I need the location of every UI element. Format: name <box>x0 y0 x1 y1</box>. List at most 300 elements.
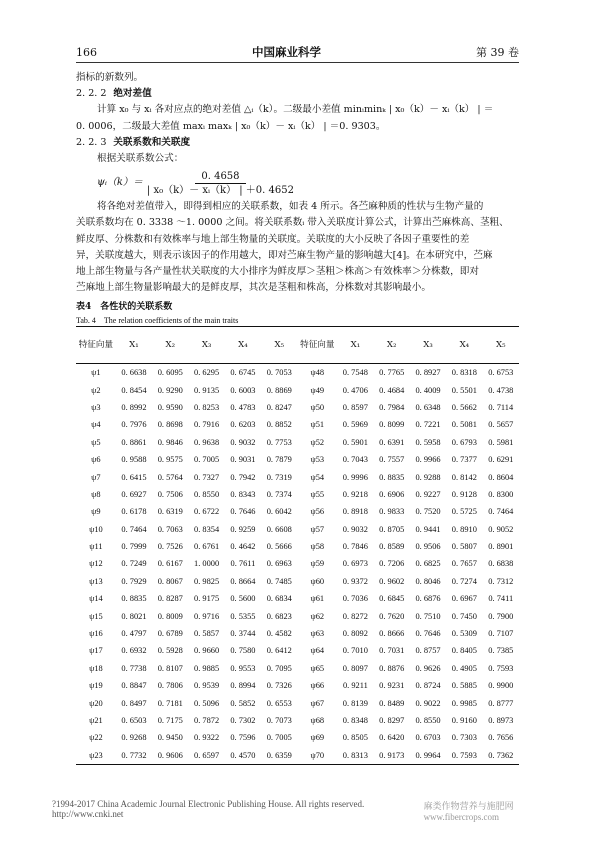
paragraph-line: 将各绝对差值带入，即得到相应的关联系数，如表 4 所示。各苎麻种质的性状与生物产量的 <box>97 201 484 213</box>
table-cell: 0. 9231 <box>379 681 405 691</box>
table-cell: 0. 5657 <box>488 420 514 430</box>
row-label: ψ53 <box>310 455 325 465</box>
table-cell: 0. 7005 <box>194 455 220 465</box>
table-row <box>76 747 519 765</box>
table-cell: 0. 7053 <box>266 368 292 378</box>
table-cell: 0. 8099 <box>379 420 405 430</box>
table-cell: 0. 6703 <box>415 733 441 743</box>
table-cell: 0. 5901 <box>342 437 368 447</box>
table-cell: 0. 9996 <box>342 472 368 482</box>
table-cell: 0. 7984 <box>379 402 405 412</box>
table-cell: 0. 9227 <box>415 489 441 499</box>
column-header-variable: 特征向量 <box>76 327 116 364</box>
table-cell: 0. 6638 <box>121 368 147 378</box>
table-cell: 0. 7593 <box>488 663 514 673</box>
section-title: 关联系数和关联度 <box>113 136 191 148</box>
table-row <box>76 573 519 590</box>
table-cell: 0. 8698 <box>157 420 183 430</box>
table-cell: 0. 8253 <box>194 402 220 412</box>
table-cell: 1. 0000 <box>194 559 220 569</box>
table-cell: 0. 5852 <box>230 698 256 708</box>
table-cell: 0. 5969 <box>342 420 368 430</box>
table-cell: 0. 9160 <box>451 716 477 725</box>
table-cell: 0. 8092 <box>342 629 368 639</box>
table-cell: 0. 6167 <box>157 559 183 569</box>
table-cell: 0. 9590 <box>157 402 183 412</box>
table-cell: 0. 9031 <box>230 455 256 465</box>
table-cell: 0. 8666 <box>379 629 405 639</box>
table-row <box>76 468 519 485</box>
table-cell: 0. 8589 <box>379 542 405 552</box>
section-number: 2. 2. 2 <box>76 88 107 100</box>
table-row <box>76 729 519 746</box>
column-header: X₄ <box>446 327 482 364</box>
row-label: ψ4 <box>91 420 101 430</box>
table-cell: 0. 8757 <box>415 646 441 656</box>
table-cell: 0. 8835 <box>379 472 405 482</box>
table-cell: 0. 8550 <box>194 489 220 499</box>
table-cell: 0. 7464 <box>488 507 514 517</box>
table-cell: 0. 9032 <box>230 437 256 447</box>
table-cell: 0. 9022 <box>415 698 441 708</box>
table-cell: 0. 8927 <box>415 368 441 378</box>
row-label: ψ12 <box>89 559 103 569</box>
table-cell: 0. 8705 <box>379 524 405 534</box>
table-cell: 0. 9268 <box>121 733 147 743</box>
article-body <box>76 70 519 328</box>
table-cell: 0. 9626 <box>415 663 441 673</box>
table-cell: 0. 8505 <box>342 733 368 743</box>
table-cell: 0. 8313 <box>337 747 373 765</box>
journal-title: 中国麻业科学 <box>252 45 321 59</box>
row-label: ψ23 <box>76 747 116 765</box>
paragraph-line: 鲜皮厚、分株数和有效株率与地上部生物量的关联度。关联度的大小反映了各因子重要性的差 <box>76 233 470 245</box>
table-cell: 0. 4706 <box>342 385 368 395</box>
text-line: 根据关联系数公式： <box>97 153 184 165</box>
text-line: 指标的新数列。 <box>76 72 144 83</box>
row-label: ψ66 <box>310 681 325 691</box>
row-label: ψ65 <box>310 663 325 673</box>
table-cell: 0. 7312 <box>488 576 514 586</box>
page-footer <box>52 799 585 822</box>
column-header: X₂ <box>374 327 410 364</box>
table-cell: 0. 9833 <box>379 507 405 517</box>
table-body <box>76 364 519 765</box>
table-cell: 0. 8021 <box>121 611 147 621</box>
table-cell: 0. 7765 <box>379 368 405 378</box>
page-number: 166 <box>76 46 97 59</box>
table-cell: 0. 8348 <box>342 716 368 725</box>
paragraph-line: 异，关联度越大，则表示该因子的作用越大，即对苎麻生物产量的影响越大[4]。在本研究中，苎麻 <box>76 249 493 261</box>
table-cell: 0. 7206 <box>379 559 405 569</box>
table-cell: 0. 7738 <box>121 663 147 673</box>
table-cell: 0. 9553 <box>230 663 256 673</box>
table-cell: 0. 8597 <box>342 402 368 412</box>
table-cell: 0. 8901 <box>488 542 514 552</box>
table-cell: 0. 9900 <box>488 681 514 691</box>
table-cell: 0. 5725 <box>451 507 477 517</box>
table-cell: 0. 6967 <box>451 594 477 604</box>
row-label: ψ48 <box>310 368 325 378</box>
column-header: X₅ <box>483 327 519 364</box>
table-cell: 0. 5885 <box>451 681 477 691</box>
table-cell: 0. 9964 <box>410 747 446 765</box>
table-cell: 0. 4905 <box>451 663 477 673</box>
table-cell: 0. 7327 <box>194 472 220 482</box>
table-cell: 0. 8097 <box>342 663 368 673</box>
table-cell: 0. 6042 <box>266 507 292 517</box>
table-cell: 0. 9173 <box>374 747 410 765</box>
table-cell: 0. 5309 <box>451 629 477 639</box>
row-label: ψ20 <box>89 698 103 708</box>
row-label: ψ5 <box>91 437 101 447</box>
column-header: X₅ <box>261 327 297 364</box>
table-cell: 0. 7732 <box>116 747 152 765</box>
text-line: 计算 x₀ 与 xᵢ 各对应点的绝对差值 △ᵢ（k）。二级最小差值 minᵢminₖ | x₀（k）－ xᵢ（k） | ＝ <box>97 104 494 116</box>
table-cell: 0. 8247 <box>266 402 292 412</box>
table-cell: 0. 9716 <box>194 611 220 621</box>
table-cell: 0. 9288 <box>415 472 441 482</box>
table-cell: 0. 4642 <box>230 542 256 552</box>
table-cell: 0. 4009 <box>415 385 441 395</box>
table-cell: 0. 6553 <box>266 698 292 708</box>
table-header-row <box>76 327 519 364</box>
table-cell: 0. 8876 <box>379 663 405 673</box>
table-cell: 0. 9660 <box>194 646 220 656</box>
running-header <box>76 44 519 62</box>
table-cell: 0. 7326 <box>266 681 292 691</box>
table-cell: 0. 8405 <box>451 646 477 656</box>
formula-denominator: | x₀（k）－ xᵢ（k） | ＋0. 4652 <box>146 184 294 196</box>
table-cell: 0. 8724 <box>415 681 441 691</box>
table-cell: 0. 7900 <box>488 611 514 621</box>
table-cell: 0. 8009 <box>157 611 183 621</box>
table-cell: 0. 7043 <box>342 455 368 465</box>
volume-label: 第 39 卷 <box>476 46 519 59</box>
table-cell: 0. 8992 <box>121 402 147 412</box>
row-label: ψ15 <box>89 611 103 621</box>
row-label: ψ2 <box>91 385 101 395</box>
column-header: X₄ <box>225 327 261 364</box>
row-label: ψ60 <box>310 576 325 586</box>
table-cell: 0. 7063 <box>157 524 183 534</box>
table-cell: 0. 9218 <box>342 489 368 499</box>
table-row <box>76 503 519 520</box>
row-label: ψ19 <box>89 681 103 691</box>
table-cell: 0. 8664 <box>230 576 256 586</box>
copyright-line: ?1994-2017 China Academic Journal Electronic Publishing House. All rights reserved. http://www.cnki.net <box>52 799 365 819</box>
table-cell: 0. 7872 <box>194 716 220 725</box>
table-cell: 0. 9575 <box>157 455 183 465</box>
table-row <box>76 677 519 694</box>
table-cell: 0. 8852 <box>266 420 292 430</box>
table-cell: 0. 7646 <box>415 629 441 639</box>
table-cell: 0. 7302 <box>230 716 256 725</box>
table-cell: 0. 7657 <box>451 559 477 569</box>
table-cell: 0. 7485 <box>266 576 292 586</box>
table-cell: 0. 9128 <box>451 489 477 499</box>
row-label: ψ21 <box>89 716 103 725</box>
paragraph-line: 苎麻地上部生物量影响最大的是鲜皮厚，其次是茎粗和株高，分株数对其影响最小。 <box>76 282 431 294</box>
table-caption-en: Tab. 4 The relation coefficients of the main traits <box>76 316 239 326</box>
column-header-variable: 特征向量 <box>297 327 337 364</box>
table-cell: 0. 6722 <box>194 507 220 517</box>
table-cell: 0. 8139 <box>342 698 368 708</box>
paragraph-line: 地上部生物量与各产量性状关联度的大小排序为鲜皮厚＞茎粗＞株高＞有效株率＞分株数，即对 <box>76 266 479 278</box>
table-cell: 0. 6823 <box>266 611 292 621</box>
table-cell: 0. 9588 <box>121 455 147 465</box>
row-label: ψ54 <box>310 472 325 482</box>
table-cell: 0. 8869 <box>266 385 292 395</box>
table-cell: 0. 5764 <box>157 472 183 482</box>
table-cell: 0. 7526 <box>157 542 183 552</box>
table-row <box>76 590 519 607</box>
table-cell: 0. 7181 <box>157 698 183 708</box>
table-cell: 0. 7362 <box>483 747 519 765</box>
table-cell: 0. 9175 <box>194 594 220 604</box>
table-cell: 0. 6348 <box>415 402 441 412</box>
table-cell: 0. 6906 <box>379 489 405 499</box>
table-cell: 0. 6359 <box>261 747 297 765</box>
table-cell: 0. 6391 <box>379 437 405 447</box>
row-label: ψ1 <box>91 368 101 378</box>
table-cell: 0. 6876 <box>415 594 441 604</box>
table-cell: 0. 9825 <box>194 576 220 586</box>
table-cell: 0. 4738 <box>488 385 514 395</box>
section-heading-2-2-2 <box>76 86 519 102</box>
table-cell: 0. 6838 <box>488 559 514 569</box>
table-cell: 0. 7095 <box>266 663 292 673</box>
row-label: ψ56 <box>310 507 325 517</box>
table-cell: 0. 6178 <box>121 507 147 517</box>
table-cell: 0. 6753 <box>488 368 514 378</box>
table-cell: 0. 8497 <box>121 698 147 708</box>
table-cell: 0. 7010 <box>342 646 368 656</box>
table-cell: 0. 5096 <box>194 698 220 708</box>
table-cell: 0. 7249 <box>121 559 147 569</box>
column-header: X₁ <box>337 327 373 364</box>
row-label: ψ11 <box>89 542 103 552</box>
table-cell: 0. 7593 <box>446 747 482 765</box>
table-cell: 0. 7319 <box>266 472 292 482</box>
table-caption-cn: 表4 各性状的关联系数 <box>76 302 173 313</box>
section-number: 2. 2. 3 <box>76 136 107 148</box>
table-cell: 0. 7274 <box>451 576 477 586</box>
table-cell: 0. 8847 <box>121 681 147 691</box>
table-cell: 0. 9985 <box>451 698 477 708</box>
table-cell: 0. 7073 <box>266 716 292 725</box>
table-cell: 0. 7580 <box>230 646 256 656</box>
row-label: ψ59 <box>310 559 325 569</box>
table-cell: 0. 9885 <box>194 663 220 673</box>
table-row <box>76 712 519 729</box>
row-label: ψ51 <box>310 420 325 430</box>
table-cell: 0. 6503 <box>121 716 147 725</box>
table-cell: 0. 9602 <box>379 576 405 586</box>
table-row <box>76 416 519 433</box>
table-cell: 0. 6834 <box>266 594 292 604</box>
table-row <box>76 607 519 624</box>
table-cell: 0. 7221 <box>415 420 441 430</box>
table-cell: 0. 9606 <box>152 747 188 765</box>
table-cell: 0. 7114 <box>488 402 514 412</box>
table-row <box>76 521 519 538</box>
table-cell: 0. 7107 <box>488 629 514 639</box>
table-cell: 0. 9506 <box>415 542 441 552</box>
table-cell: 0. 8142 <box>451 472 477 482</box>
table-cell: 0. 8107 <box>157 663 183 673</box>
table-cell: 0. 7999 <box>121 542 147 552</box>
table-cell: 0. 9441 <box>415 524 441 534</box>
table-cell: 0. 9638 <box>194 437 220 447</box>
column-header: X₁ <box>116 327 152 364</box>
table-cell: 0. 6295 <box>194 368 220 378</box>
table-cell: 0. 4582 <box>266 629 292 639</box>
row-label: ψ14 <box>89 594 103 604</box>
row-label: ψ52 <box>310 437 325 447</box>
formula-numerator: 0. 4658 <box>195 170 245 184</box>
table-cell: 0. 7303 <box>451 733 477 743</box>
table-row <box>76 625 519 642</box>
row-label: ψ55 <box>310 489 325 499</box>
row-label: ψ63 <box>310 629 325 639</box>
row-label: ψ13 <box>89 576 103 586</box>
table-cell: 0. 5081 <box>451 420 477 430</box>
table-cell: 0. 6973 <box>342 559 368 569</box>
row-label: ψ67 <box>310 698 325 708</box>
table-cell: 0. 9966 <box>415 455 441 465</box>
table-cell: 0. 4783 <box>230 402 256 412</box>
table-cell: 0. 7596 <box>230 733 256 743</box>
table-row <box>76 364 519 382</box>
table-cell: 0. 6963 <box>266 559 292 569</box>
relation-coefficient-formula <box>97 167 519 199</box>
table-cell: 0. 6761 <box>194 542 220 552</box>
row-label: ψ57 <box>310 524 325 534</box>
row-label: ψ69 <box>310 733 325 743</box>
table-cell: 0. 8777 <box>488 698 514 708</box>
table-cell: 0. 4684 <box>379 385 405 395</box>
site-watermark: 麻类作物营养与施肥网 www.fibercrops.com <box>423 801 514 822</box>
table-cell: 0. 7374 <box>266 489 292 499</box>
table-cell: 0. 7464 <box>121 524 147 534</box>
table-cell: 0. 9846 <box>157 437 183 447</box>
table-cell: 0. 9032 <box>342 524 368 534</box>
row-label: ψ62 <box>310 611 325 621</box>
table-cell: 0. 5600 <box>230 594 256 604</box>
table-cell: 0. 5501 <box>451 385 477 395</box>
table-row <box>76 555 519 572</box>
table-cell: 0. 8604 <box>488 472 514 482</box>
row-label: ψ3 <box>91 402 101 412</box>
row-label: ψ9 <box>91 507 101 517</box>
row-label: ψ18 <box>89 663 103 673</box>
formula-fraction <box>147 170 294 197</box>
table-cell: 0. 6793 <box>451 437 477 447</box>
row-label: ψ50 <box>310 402 325 412</box>
table-cell: 0. 8343 <box>230 489 256 499</box>
table-cell: 0. 8910 <box>451 524 477 534</box>
column-header: X₃ <box>188 327 224 364</box>
table-cell: 0. 4797 <box>121 629 147 639</box>
table-cell: 0. 7548 <box>342 368 368 378</box>
table-cell: 0. 7929 <box>121 576 147 586</box>
table-cell: 0. 7656 <box>488 733 514 743</box>
table-cell: 0. 7005 <box>266 733 292 743</box>
row-label: ψ70 <box>297 747 337 765</box>
table-cell: 0. 8454 <box>121 385 147 395</box>
table-cell: 0. 6597 <box>188 747 224 765</box>
row-label: ψ17 <box>89 646 103 656</box>
table-cell: 0. 8067 <box>157 576 183 586</box>
table-cell: 0. 5355 <box>230 611 256 621</box>
column-header: X₃ <box>410 327 446 364</box>
table-cell: 0. 6845 <box>379 594 405 604</box>
table-cell: 0. 6319 <box>157 507 183 517</box>
table-cell: 0. 6789 <box>157 629 183 639</box>
table-cell: 0. 6745 <box>230 368 256 378</box>
relation-coefficients-table <box>76 326 519 765</box>
text-line: 0. 0006，二级最大差值 maxᵢ maxₖ | x₀（k）－ xᵢ（k） | ＝0. 9303。 <box>76 120 386 132</box>
table-cell: 0. 7506 <box>157 489 183 499</box>
table-cell: 0. 9290 <box>157 385 183 395</box>
row-label: ψ64 <box>310 646 325 656</box>
section-heading-2-2-3 <box>76 135 519 151</box>
table-cell: 0. 4570 <box>225 747 261 765</box>
table-cell: 0. 8297 <box>379 716 405 725</box>
table-cell: 0. 6003 <box>230 385 256 395</box>
table-row <box>76 694 519 711</box>
table-cell: 0. 6415 <box>121 472 147 482</box>
table-cell: 0. 6608 <box>266 524 292 534</box>
table-cell: 0. 8287 <box>157 594 183 604</box>
table-cell: 0. 7611 <box>230 559 256 569</box>
table-cell: 0. 8489 <box>379 698 405 708</box>
table-cell: 0. 9211 <box>342 681 368 691</box>
paragraph-line: 关联系数均在 0. 3338 ～1. 0000 之间。将关联系数ᵢ 带入关联度计算公式，计算出苎麻株高、茎粗、 <box>76 217 509 229</box>
row-label: ψ7 <box>91 472 101 482</box>
table-row <box>76 381 519 398</box>
table-cell: 0. 7450 <box>451 611 477 621</box>
table-cell: 0. 7942 <box>230 472 256 482</box>
table-row <box>76 642 519 659</box>
table-cell: 0. 5807 <box>451 542 477 552</box>
table-cell: 0. 9259 <box>230 524 256 534</box>
table-row <box>76 486 519 503</box>
table-cell: 0. 9052 <box>488 524 514 534</box>
table-cell: 0. 7753 <box>266 437 292 447</box>
table-cell: 0. 8300 <box>488 489 514 499</box>
table-row <box>76 399 519 416</box>
table-cell: 0. 5857 <box>194 629 220 639</box>
table-cell: 0. 7377 <box>451 455 477 465</box>
table-cell: 0. 6412 <box>266 646 292 656</box>
table-row <box>76 451 519 468</box>
table-cell: 0. 7557 <box>379 455 405 465</box>
table-cell: 0. 7510 <box>415 611 441 621</box>
table-cell: 0. 5666 <box>266 542 292 552</box>
table-cell: 0. 6932 <box>121 646 147 656</box>
table-cell: 0. 6203 <box>230 420 256 430</box>
table-cell: 0. 6291 <box>488 455 514 465</box>
table-cell: 0. 9539 <box>194 681 220 691</box>
table-cell: 0. 7846 <box>342 542 368 552</box>
table-row <box>76 660 519 677</box>
row-label: ψ61 <box>310 594 325 604</box>
table-cell: 0. 9322 <box>194 733 220 743</box>
row-label: ψ58 <box>310 542 325 552</box>
header-rule <box>76 62 519 63</box>
